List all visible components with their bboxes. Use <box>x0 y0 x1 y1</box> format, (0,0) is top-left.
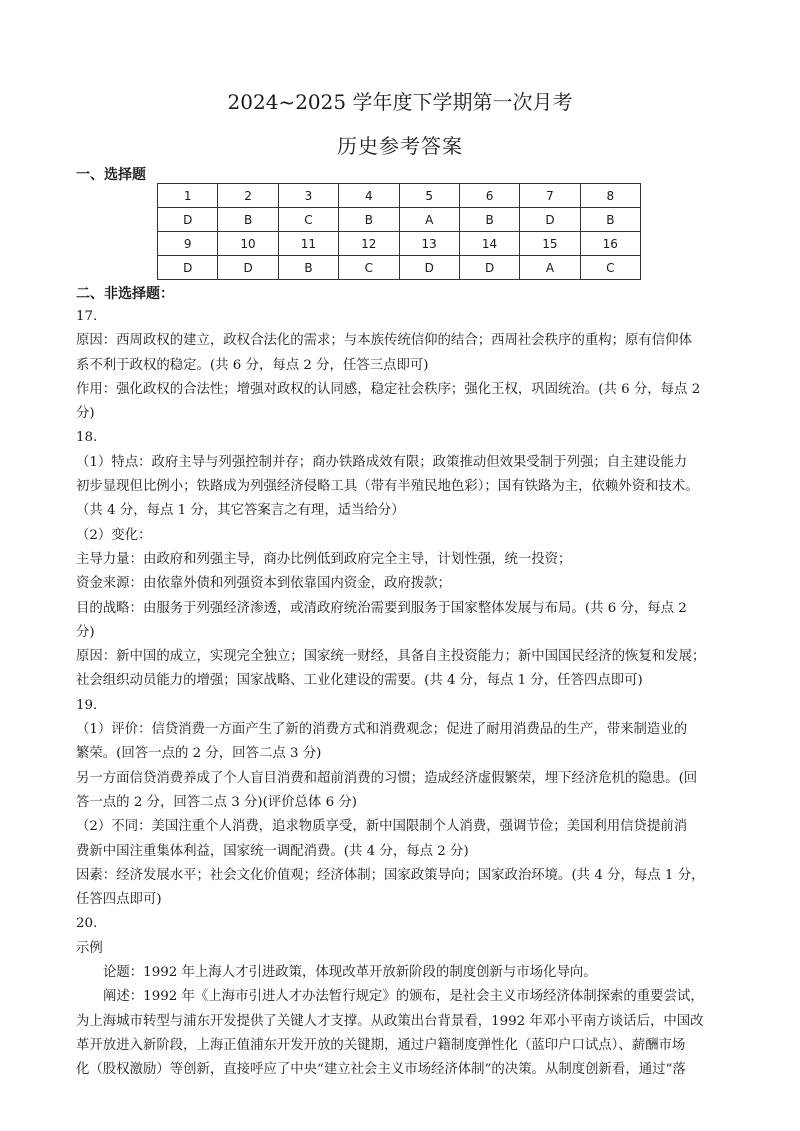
table-row <box>158 184 641 208</box>
exam-title: 2024~2025 学年度下学期第一次月考 <box>227 90 573 114</box>
text-line: 19. <box>76 697 98 713</box>
text-line: 化（股权激励）等创新，直接呼应了中央“建立社会主义市场经济体制”的决策。从制度创新看，通过“落 <box>76 1062 686 1078</box>
answer-letter: A <box>399 208 459 232</box>
text-line: （1）特点：政府主导与列强控制并存；商办铁路成效有限；政策推动但效果受制于列强；自主建设能力 <box>76 454 688 470</box>
answer-letter: D <box>218 256 278 280</box>
text-line: 答一点的 2 分，回答二点 3 分)(评价总体 6 分) <box>76 794 358 810</box>
text-line: 作用：强化政权的合法性；增强对政权的认同感，稳定社会秩序；强化王权，巩固统治。(共 6 分，每点 2 <box>76 381 701 397</box>
question-number: 13 <box>399 232 459 256</box>
answer-letter: B <box>459 208 519 232</box>
text-line: （2）不同：美国注重个人消费，追求物质享受，新中国限制个人消费，强调节俭；美国利用信贷提前消 <box>76 819 688 835</box>
text-line: （1）评价：信贷消费一方面产生了新的消费方式和消费观念；促进了耐用消费品的生产，带来制造业的 <box>76 722 688 738</box>
question-number: 7 <box>520 184 580 208</box>
answer-letter: C <box>339 256 399 280</box>
answer-letter: A <box>520 256 580 280</box>
answer-letter: D <box>399 256 459 280</box>
question-number: 2 <box>218 184 278 208</box>
question-number: 9 <box>158 232 218 256</box>
text-line: 资金来源：由依靠外债和列强资本到依靠国内资金，政府拨款； <box>76 576 451 592</box>
section-multiple-choice-heading: 一、选择题 <box>76 167 146 183</box>
text-line: 目的战略：由服务于列强经济渗透，或清政府统治需要到服务于国家整体发展与布局。(共 6 分，每点 2 <box>76 600 687 616</box>
text-line: 另一方面信贷消费养成了个人盲目消费和超前消费的习惯；造成经济虚假繁荣，埋下经济危机的隐患。(回 <box>76 770 698 786</box>
answer-key-title: 历史参考答案 <box>337 134 463 158</box>
text-line: 繁荣。(回答一点的 2 分，回答二点 3 分) <box>76 746 322 762</box>
answer-letter: C <box>580 256 640 280</box>
answer-letter: C <box>278 208 338 232</box>
text-line: 阐述：1992 年《上海市引进人才办法暂行规定》的颁布，是社会主义市场经济体制探索的重要尝试， <box>103 989 704 1005</box>
text-line: 原因：西周政权的建立，政权合法化的需求；与本族传统信仰的结合；西周社会秩序的重构；原有信仰体 <box>76 333 692 349</box>
answer-letter: B <box>218 208 278 232</box>
question-number: 12 <box>339 232 399 256</box>
question-number: 4 <box>339 184 399 208</box>
question-number: 3 <box>278 184 338 208</box>
text-line: 系不利于政权的稳定。(共 6 分，每点 2 分，任答三点即可) <box>76 357 429 373</box>
text-line: 主导力量：由政府和列强主导，商办比例低到政府完全主导，计划性强，统一投资； <box>76 551 572 567</box>
answer-letter: D <box>520 208 580 232</box>
table-row <box>158 208 641 232</box>
question-number: 8 <box>580 184 640 208</box>
text-line: 任答四点即可) <box>76 892 162 908</box>
text-line: （共 4 分，每点 1 分，其它答案言之有理，适当给分） <box>76 503 405 519</box>
text-line: 20. <box>76 916 98 932</box>
text-line: 革开放进入新阶段，上海正值浦东开发开放的关键期，通过户籍制度弹性化（蓝印户口试点）、薪酬市场 <box>76 1037 686 1053</box>
question-number: 5 <box>399 184 459 208</box>
answer-body <box>76 305 724 1083</box>
text-line: 分) <box>76 624 95 640</box>
answer-letter: D <box>459 256 519 280</box>
text-line: 原因：新中国的成立，实现完全独立；国家统一财经，具备自主投资能力；新中国国民经济的恢复和发展； <box>76 649 706 665</box>
text-line: 费新中国注重集体利益，国家统一调配消费。(共 4 分，每点 2 分) <box>76 843 469 859</box>
question-number: 10 <box>218 232 278 256</box>
question-number: 14 <box>459 232 519 256</box>
table-row <box>158 232 641 256</box>
table-row <box>158 256 641 280</box>
answer-letter: D <box>158 208 218 232</box>
text-line: 分) <box>76 406 95 422</box>
text-line: 初步显现但比例小；铁路成为列强经济侵略工具（带有半殖民地色彩）；国有铁路为主，依赖外资和技术。 <box>76 479 699 495</box>
answer-letter: B <box>339 208 399 232</box>
text-line: 17. <box>76 309 98 324</box>
answer-table <box>157 183 641 280</box>
text-line: 18. <box>76 430 98 446</box>
question-number: 15 <box>520 232 580 256</box>
section-non-choice-heading: 二、非选择题： <box>76 286 174 302</box>
text-line: 社会组织动员能力的增强；国家战略、工业化建设的需要。(共 4 分，每点 1 分，任答四点即可) <box>76 673 643 689</box>
text-line: （2）变化： <box>76 527 152 543</box>
question-number: 1 <box>158 184 218 208</box>
text-line: 示例 <box>76 940 103 956</box>
text-line: 论题：1992 年上海人才引进政策，体现改革开放新阶段的制度创新与市场化导向。 <box>103 965 597 981</box>
answer-letter: B <box>278 256 338 280</box>
answer-letter: B <box>580 208 640 232</box>
question-number: 16 <box>580 232 640 256</box>
question-number: 11 <box>278 232 338 256</box>
text-line: 为上海城市转型与浦东开发提供了关键人才支撑。从政策出台背景看，1992 年邓小平南方谈话后，中国改 <box>76 1013 704 1029</box>
answer-letter: D <box>158 256 218 280</box>
text-line: 因素：经济发展水平；社会文化价值观；经济体制；国家政策导向；国家政治环境。(共 4 分，每点 1 分， <box>76 867 705 883</box>
question-number: 6 <box>459 184 519 208</box>
